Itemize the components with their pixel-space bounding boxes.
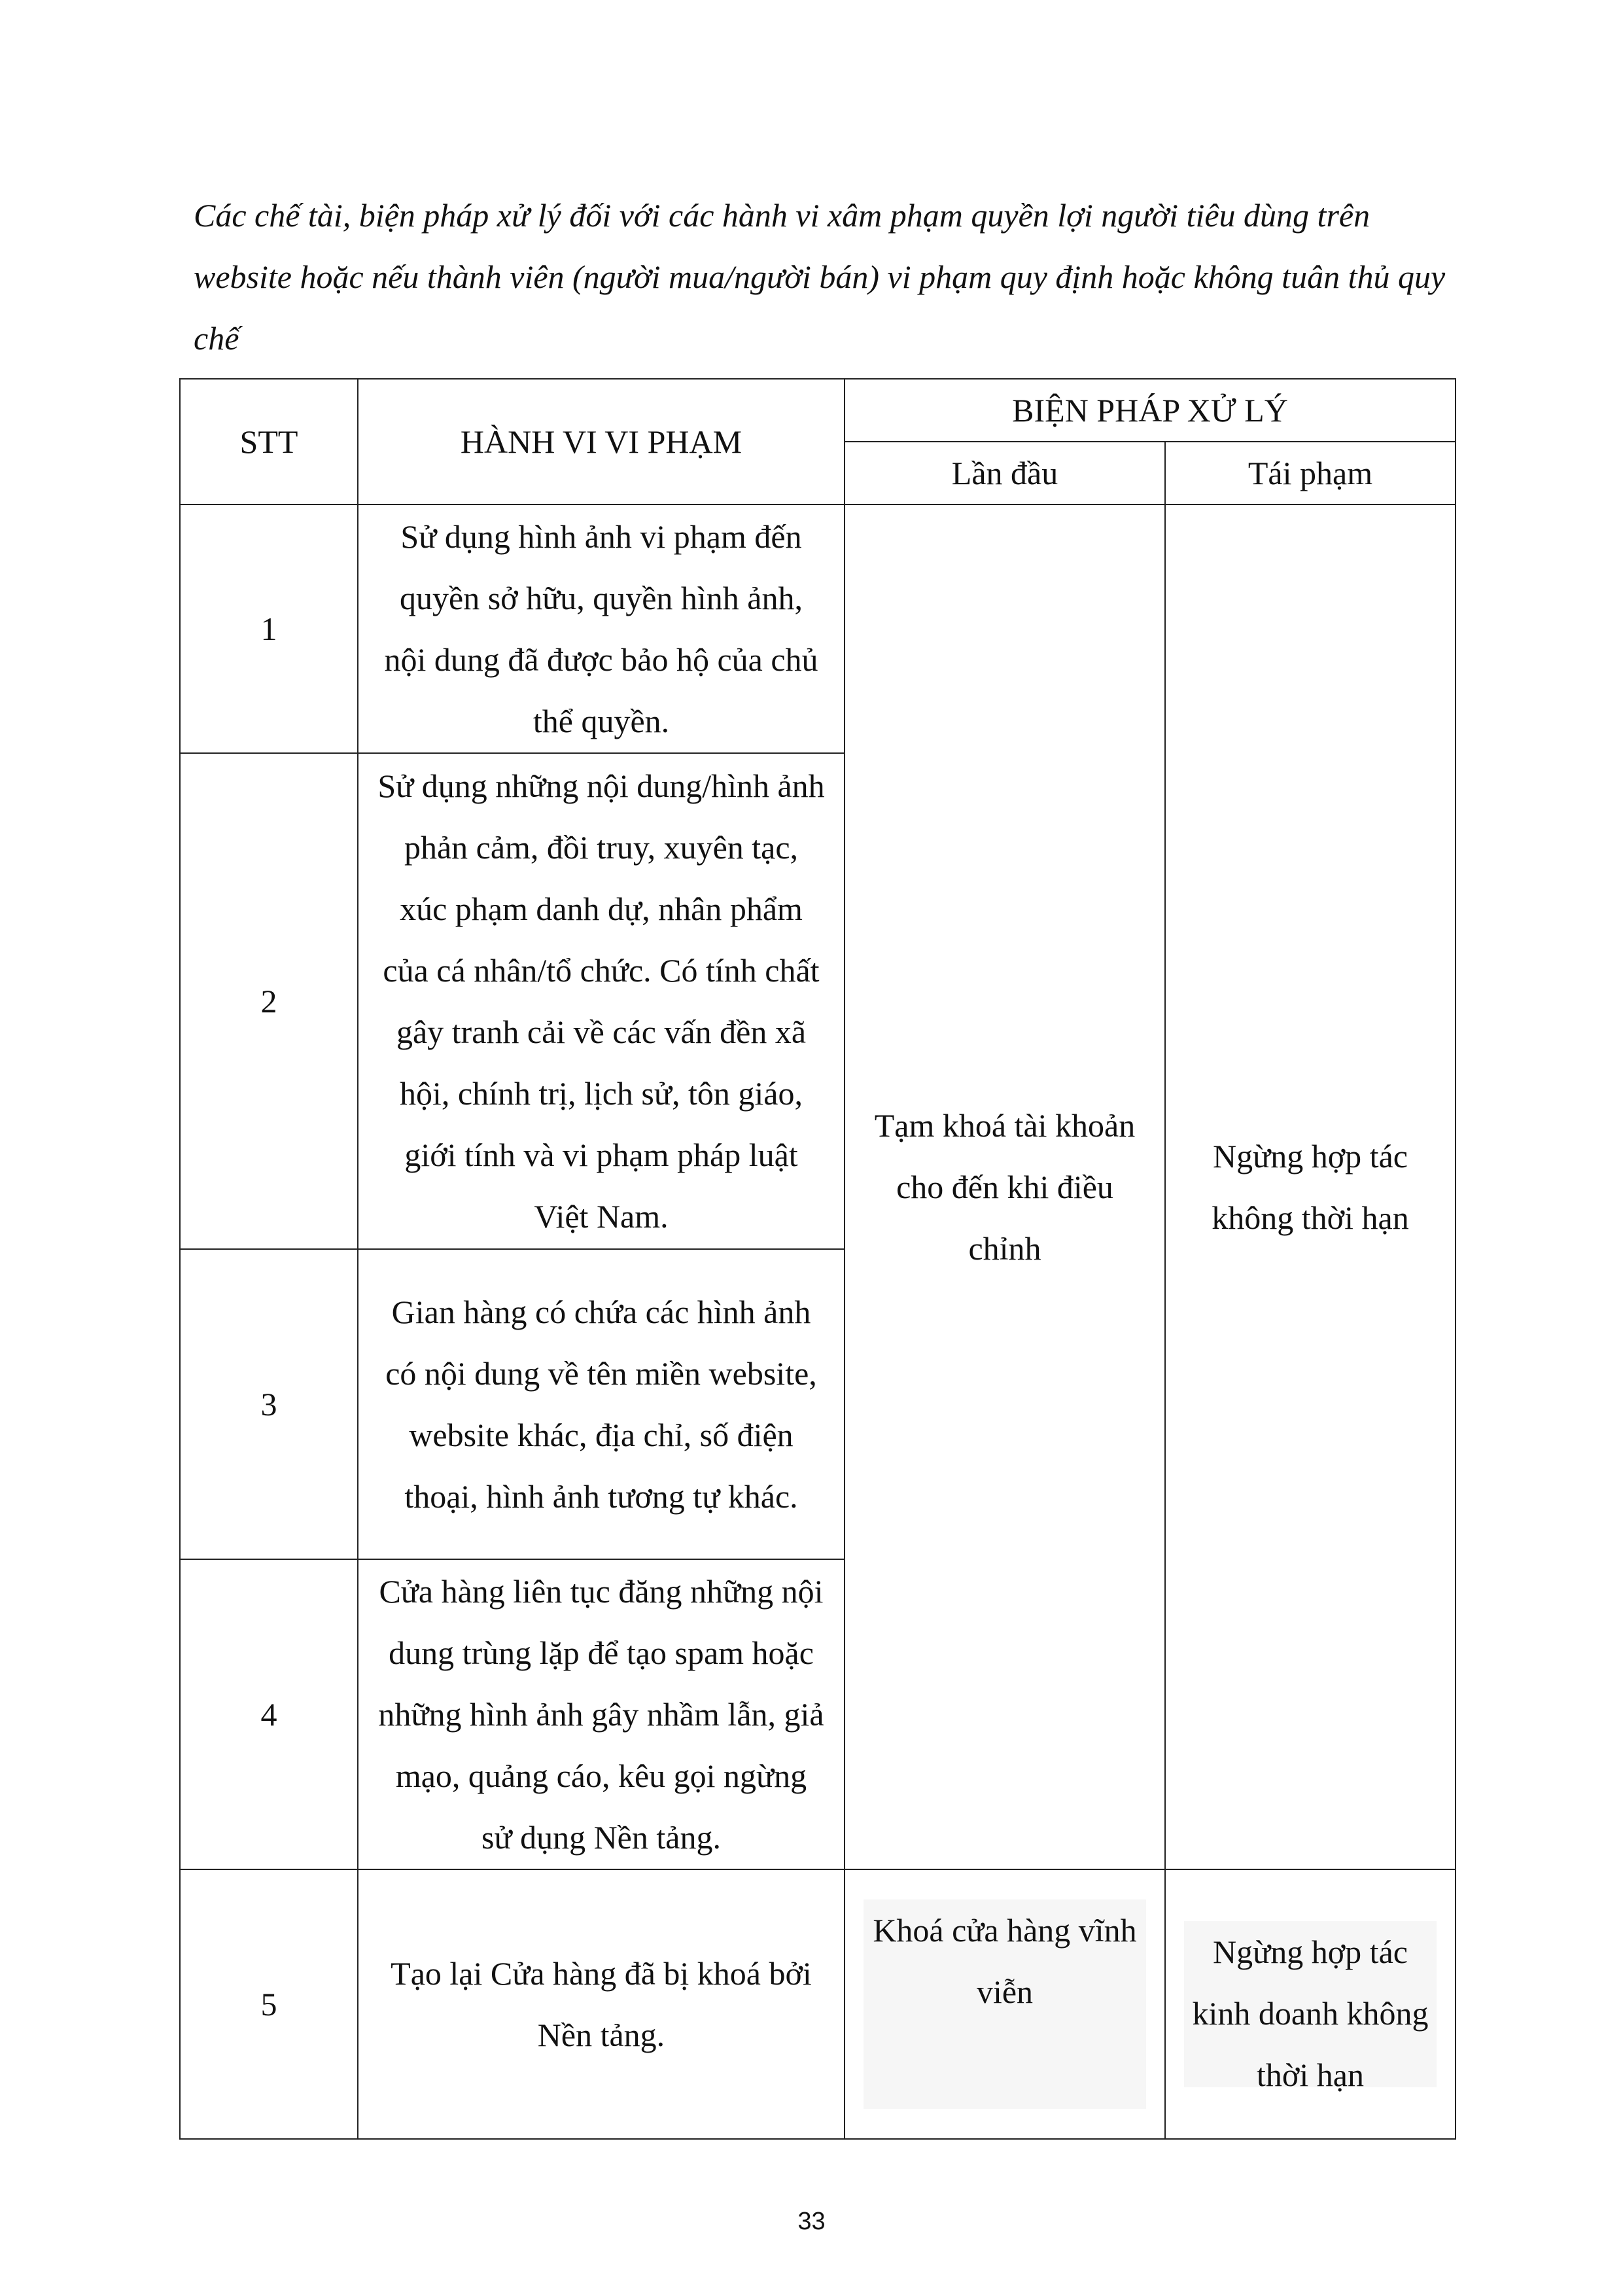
row-stt: 5 xyxy=(180,1869,358,2139)
merged-first-measure: Tạm khoá tài khoản cho đến khi điều chỉnh xyxy=(845,504,1165,1869)
header-repeat: Tái phạm xyxy=(1165,442,1456,504)
table-header-row xyxy=(180,379,1456,442)
violation-measures-table xyxy=(179,378,1456,2140)
page-number: 33 xyxy=(797,2208,826,2235)
row-violation: Sử dụng những nội dung/hình ảnh phản cảm, đồi truy, xuyên tạc, xúc phạm danh dự, nhân phẩm của cá nhân/tổ chức. Có tính chất gây tranh cải về các vấn đền xã hội, chính trị, lịch sử, tôn giáo, giới tính và vi phạm pháp luật Việt Nam. xyxy=(358,753,845,1249)
intro-paragraph: Các chế tài, biện pháp xử lý đối với các hành vi xâm phạm quyền lợi người tiêu dùng trên website hoặc nếu thành viên (người mua/người bán) vi phạm quy định hoặc không tuân thủ quy chế xyxy=(194,197,1446,357)
merged-repeat-measure: Ngừng hợp tác không thời hạn xyxy=(1165,504,1456,1869)
header-first-time: Lần đầu xyxy=(845,442,1165,504)
row-repeat-measure: Ngừng hợp tác kinh doanh không thời hạn xyxy=(1184,1921,1437,2087)
row-stt: 4 xyxy=(180,1559,358,1869)
row-repeat-measure-cell xyxy=(1165,1869,1456,2139)
row-violation: Cửa hàng liên tục đăng những nội dung trùng lặp để tạo spam hoặc những hình ảnh gây nhầm lẫn, giả mạo, quảng cáo, kêu gọi ngừng sử dụng Nền tảng. xyxy=(358,1559,845,1869)
header-violation: HÀNH VI VI PHẠM xyxy=(358,379,845,504)
table-row xyxy=(180,1869,1456,2139)
table-row xyxy=(180,504,1456,753)
row-first-measure: Khoá cửa hàng vĩnh viễn xyxy=(864,1899,1146,2109)
row-stt: 1 xyxy=(180,504,358,753)
header-stt: STT xyxy=(180,379,358,504)
row-violation: Tạo lại Cửa hàng đã bị khoá bởi Nền tảng. xyxy=(358,1869,845,2139)
row-stt: 3 xyxy=(180,1249,358,1559)
row-first-measure-cell xyxy=(845,1869,1165,2139)
row-stt: 2 xyxy=(180,753,358,1249)
row-violation: Gian hàng có chứa các hình ảnh có nội dung về tên miền website, website khác, địa chỉ, số điện thoại, hình ảnh tương tự khác. xyxy=(358,1249,845,1559)
header-measures: BIỆN PHÁP XỬ LÝ xyxy=(845,379,1456,442)
row-violation: Sử dụng hình ảnh vi phạm đến quyền sở hữu, quyền hình ảnh, nội dung đã được bảo hộ của chủ thể quyền. xyxy=(358,504,845,753)
